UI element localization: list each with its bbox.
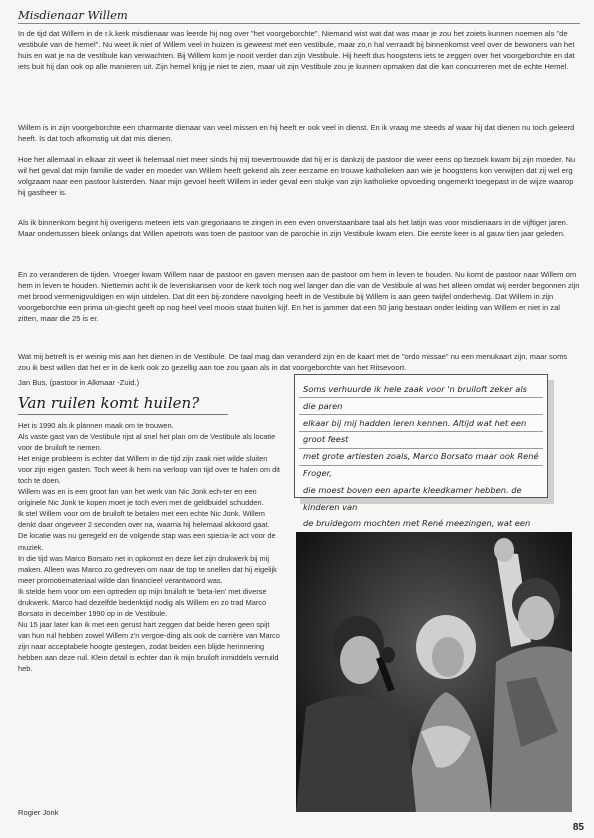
article-paragraph-4: Als ik binnenkom begint hij overigens meteen iets van gregoriaans te zingen in een even onverstaanbare taal als het latijn was voor misdienaars in de vijftiger jaren. Maar ondertussen bleek onlangs dat Willen apetrots was toen de pastoor van de parochie in zijn Vestibule kwam eten. Die eerste keer is al gauw tien jaar geleden. — [18, 218, 569, 238]
section-line: Ik stel Willem voor om de bruiloft te betalen met een echte Nic Jonk. Willem denkt daar ongeveer 2 seconden over na, waarna hij helemaal akkoord gaat. — [18, 509, 270, 530]
article-paragraph-3: Hoe het allemaal in elkaar zit weet ik helemaal niet meer sinds hij mij toevertrouwde dat hij er is dankzij de pastoor die weer eens op bezoek kwam bij zijn moeder. Nu wil het geval dat mijn familie de vader en moeder van Willem heeft gekend als zeer eerzame en trouwe katholieken aan wie je hoogstens kon verwijten dat zij wel erg volgzaam naar een pastoor luisterden. Naar mijn gevoel heeft Willem in ieder geval een stukje van zijn katholieke opvoeding ongemerkt toegepast in de wijze waarop hij gastheer is. — [18, 155, 576, 197]
photo-illustration — [296, 532, 572, 812]
section-line: De locatie was nu geregeld en de volgende stap was een specia-le act voor de muziek. — [18, 531, 276, 552]
page-number: 85 — [572, 822, 584, 833]
article-signature: Jan Bus, (pastoor in Alkmaar -Zuid.) — [18, 378, 140, 387]
section-line: Nu 15 jaar later kan ik met een gerust hart zeggen dat beide heren geen spijt van hun ruil hebben zowel Willem z'n vergoe-ding als ook de carrière van Marco zijn naar acceptabele hoogte gestegen, zodat beiden een blijde herinnering hebben aan deze ruil. Klein detail is echter dan ik mijn bruiloft inmiddels verruild heb. — [18, 619, 280, 674]
article-title: Misdienaar Willem — [18, 8, 128, 22]
section-line: Het is 1990 als ik plannen maak om te trouwen. — [18, 421, 174, 430]
quote-line-text: elkaar bij mij hadden leren kennen. Altijd wat het een groot feest — [303, 417, 527, 445]
quote-text — [303, 381, 541, 549]
section-line: In die tijd was Marco Borsato net in opkomst en deze liet zijn drukwerk bij mij maken. Alleen was Marco zo gedreven om naar de top te snellen dat hij eigelijk meer promotiemateriaal wilde dan financieel verantwoord was. — [18, 553, 277, 585]
quote-box — [294, 374, 548, 529]
section-line: Willem was en is een groot fan van het werk van Nic Jonk ech-ter en een originele Nic Jonk te kopen moet je toch even met de geldbuidel schudden. — [18, 487, 264, 508]
section-body — [18, 420, 283, 674]
quote-line-text: die moest boven een aparte kleedkamer hebben. de kinderen van — [303, 484, 522, 512]
article-paragraph-6: Wat mij betreft is er weinig mis aan het dienen in de Vestibule. De taal mag dan veranderd zijn en de kaart met de "ordo missae" nu een menukaart zijn, maar soms zou ik best willen dat het er in de kerk ook zo gezellig aan toe zou gaan als in dat voorgeborchte van het Ritsevoort. — [18, 352, 568, 372]
section-heading: Van ruilen komt huilen? — [18, 394, 200, 412]
party-photo — [296, 532, 572, 812]
section-line: Het enige probleem is echter dat Willem in die tijd zijn zaak niet wilde sluiten voor zijn eigen gasten. Toch weet ik hem na verloop van tijd over te halen om dit toch te doen. — [18, 454, 280, 486]
section-signature: Rogier Jonk — [18, 808, 59, 817]
quote-line-text: met grote artiesten zoals, Marco Borsato maar ook René Froger, — [303, 451, 539, 478]
article-paragraph-1: In de tijd dat Willem in de r.k.kerk misdienaar was leerde hij nog over "het voorgeborchte". Niemand wist wat dat was maar je zou het zoiets kunnen noemen als "de vestibule van de hemel". Nu weet ik niet of Willem veel in huizen is geweest met een vestibule, maar zo,n hal verraadt bij binnenkomst veel over de bewoners van het huis en wat je na de vestibule kan verwachten. Bij Willem kom je nooit verder dan zijn Vestibule. Hij heeft dus hoogstens iets te zeggen over het voorgeborchte en dat iets buit hij dan ook op alle manieren uit. Zijn hemel krijg je niet te zien, maar uit zijn Vestibule zou je kunnen opmaken dat die kan concurreren met de echte Hemel. — [18, 29, 575, 71]
quote-line-text: Soms verhuurde ik hele zaak voor 'n bruiloft zeker als die paren — [303, 384, 527, 411]
article-paragraph-2: Willem is in zijn voorgeborchte een charmante dienaar van veel missen en hij heeft er ook veel in dienst. En ik vraag me steeds af waar hij dat dienen nu toch geleerd heeft. Is dat toch afkomstig uit dat mis dienen. — [18, 123, 575, 143]
section-line: Als vaste gast van de Vestibule rijst al snel het plan om de Vestibule als locatie voor de bruiloft te nemen. — [18, 432, 276, 453]
section-line: Ik stelde hem voor om een optreden op mijn bruiloft te 'beta-len' met diverse drukwerk. Marco had dezelfde bedenktijd nodig als Willem en zo trad Marco Borsato in december 1990 op in de Vestibule. — [18, 586, 267, 618]
article-paragraph-5: En zo veranderen de tijden. Vroeger kwam Willem naar de pastoor en gaven mensen aan de pastoor om hem in leven te houden. Nu komt de pastoor naar Willem om hem in leven te houden. Niettemin acht ik de levenskansen voor de kerk toch nog wel langer dan die van de Vestibule al was het alleen omdat wij eerder begonnen zijn met brood vermenigvuldigen en wijn uitdelen. Dat dit een bij-zondere navolging heeft in de Vestibule bij Willem is aan geen twijfel onderhevig. Dat Willem in zijn voorgeborchte een prima uit-giecht geeft op nog heel veel moois staat buiten kijf. En het is jammer dat een 50 jarig bestaan onder leiding van Willem er niet in zal zitten, maar die 25 is er. — [18, 270, 580, 323]
title-divider — [18, 23, 580, 24]
heading-divider — [18, 414, 228, 415]
quote-line-text: de bruidegom mochten met René meezingen, wat een — [303, 518, 531, 529]
